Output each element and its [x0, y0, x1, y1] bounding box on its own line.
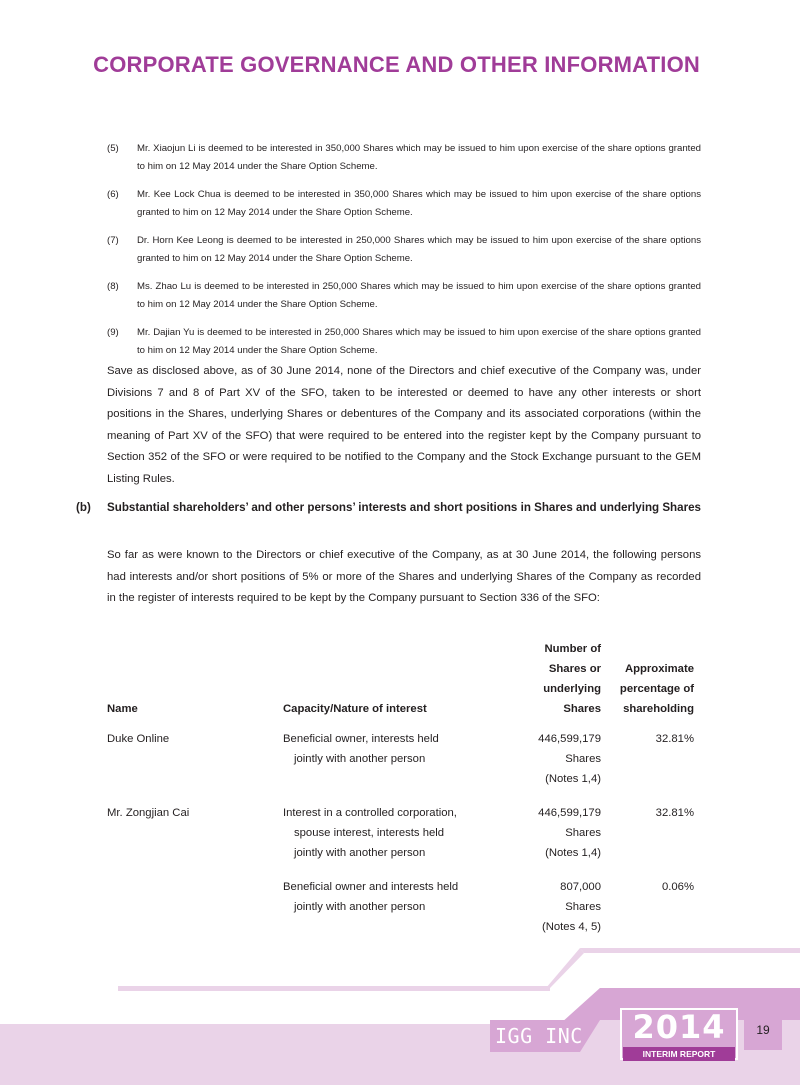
- shares-line: Shares: [565, 901, 601, 913]
- cell-percentage: 0.06%: [661, 881, 694, 893]
- capacity-line: Beneficial owner, interests held: [283, 733, 439, 745]
- cell-capacity: [283, 877, 503, 937]
- table-row: [107, 877, 702, 937]
- page-number: 19: [744, 1010, 782, 1050]
- footer-band-left: [0, 1024, 490, 1055]
- note-number: (8): [107, 281, 119, 292]
- note-text: Mr. Dajian Yu is deemed to be interested in 250,000 Shares which may be issued to him upon exercise of the share options granted to him on 12 May 2014 under the Share Option Scheme.: [137, 327, 701, 356]
- header-percentage-line: Approximate: [624, 663, 694, 675]
- note-text: Mr. Kee Lock Chua is deemed to be interested in 350,000 Shares which may be issued to him upon exercise of the share options granted to him on 12 May 2014 under the Share Option Scheme.: [137, 189, 701, 218]
- cell-capacity: [283, 729, 503, 789]
- cell-name: Duke Online: [107, 733, 170, 745]
- shares-line: 446,599,179: [538, 807, 601, 819]
- shares-line: Shares: [565, 753, 601, 765]
- note-number: (6): [107, 189, 119, 200]
- note-item: [107, 232, 701, 268]
- section-b-intro-paragraph: So far as were known to the Directors or chief executive of the Company, as at 30 June 2014, the following persons had interests and/or short positions of 5% or more of the Shares and underlying Shares of the Company as recorded in the register of interests required to be kept by the Company pursuant to Section 336 of the SFO:: [107, 549, 701, 604]
- year-text: 2014: [632, 1008, 726, 1046]
- header-shares-line: Shares: [563, 703, 601, 715]
- note-item: [107, 186, 701, 222]
- note-text: Dr. Horn Kee Leong is deemed to be interested in 250,000 Shares which may be issued to him upon exercise of the share options granted to him on 12 May 2014 under the Share Option Scheme.: [137, 235, 701, 264]
- capacity-line: Interest in a controlled corporation,: [283, 807, 457, 819]
- shares-line: (Notes 1,4): [545, 773, 601, 785]
- footer-stripe-bottom: [118, 986, 550, 991]
- cell-name: [107, 877, 283, 937]
- header-capacity: Capacity/Nature of interest: [283, 703, 427, 715]
- cell-name: Mr. Zongjian Cai: [107, 807, 190, 819]
- page-title: CORPORATE GOVERNANCE AND OTHER INFORMATION: [93, 52, 700, 77]
- header-name: Name: [107, 703, 138, 715]
- capacity-line: jointly with another person: [294, 847, 426, 859]
- section-b-heading: [76, 498, 701, 517]
- footer-stripe-top: [580, 948, 800, 953]
- note-item: [107, 278, 701, 314]
- shareholders-table: [107, 639, 702, 951]
- header-shares-line: Shares or: [548, 663, 601, 675]
- shares-line: 446,599,179: [538, 733, 601, 745]
- cell-percentage: 32.81%: [655, 733, 694, 745]
- header-shares-line: underlying: [543, 683, 601, 695]
- shares-line: 807,000: [560, 881, 601, 893]
- capacity-line: jointly with another person: [294, 901, 426, 913]
- header-percentage: [601, 659, 694, 719]
- cell-shares: [503, 877, 601, 937]
- note-text: Mr. Xiaojun Li is deemed to be interested in 350,000 Shares which may be issued to him upon exercise of the share options granted to him on 12 May 2014 under the Share Option Scheme.: [137, 143, 701, 172]
- cell-shares: [503, 729, 601, 789]
- header-shares-line: Number of: [544, 643, 601, 655]
- shares-line: (Notes 4, 5): [541, 921, 601, 933]
- table-row: [107, 729, 702, 789]
- shares-line: (Notes 1,4): [545, 847, 601, 859]
- note-item: [107, 140, 701, 176]
- brand-name: IGG INC: [495, 1024, 583, 1048]
- notes-list: [107, 140, 701, 370]
- header-percentage-line: percentage of: [619, 683, 694, 695]
- table-row: [107, 803, 702, 863]
- note-text: Ms. Zhao Lu is deemed to be interested in 250,000 Shares which may be issued to him upon exercise of the share options granted to him on 12 May 2014 under the Share Option Scheme.: [137, 281, 701, 310]
- header-percentage-line: shareholding: [623, 703, 694, 715]
- section-heading-text: Substantial shareholders’ and other persons’ interests and short positions in Shares and underlying Shares: [107, 501, 701, 514]
- report-label: INTERIM REPORT: [623, 1047, 735, 1061]
- capacity-line: Beneficial owner and interests held: [283, 881, 459, 893]
- note-number: (5): [107, 143, 119, 154]
- shares-line: Shares: [565, 827, 601, 839]
- note-number: (9): [107, 327, 119, 338]
- cell-shares: [503, 803, 601, 863]
- capacity-line: jointly with another person: [294, 753, 426, 765]
- cell-percentage: 32.81%: [655, 807, 694, 819]
- capacity-line: spouse interest, interests held: [294, 827, 445, 839]
- note-item: [107, 324, 701, 360]
- save-as-disclosed-paragraph: Save as disclosed above, as of 30 June 2014, none of the Directors and chief executive of the Company was, under Divisions 7 and 8 of Part XV of the SFO, taken to be interested or deemed to have any other interests or short positions in the Shares, underlying Shares or debentures of the Company and its associated corporations (within the meaning of Part XV of the SFO) that were required to be entered into the register kept by the Company pursuant to Section 352 of the SFO or were required to be notified to the Company and the Stock Exchange pursuant to the GEM Listing Rules.: [107, 365, 701, 485]
- footer-stripe-diagonal: [546, 948, 584, 988]
- table-header-row: [107, 639, 702, 719]
- section-label: (b): [76, 501, 91, 514]
- cell-capacity: [283, 803, 503, 863]
- header-shares: [503, 639, 601, 719]
- note-number: (7): [107, 235, 119, 246]
